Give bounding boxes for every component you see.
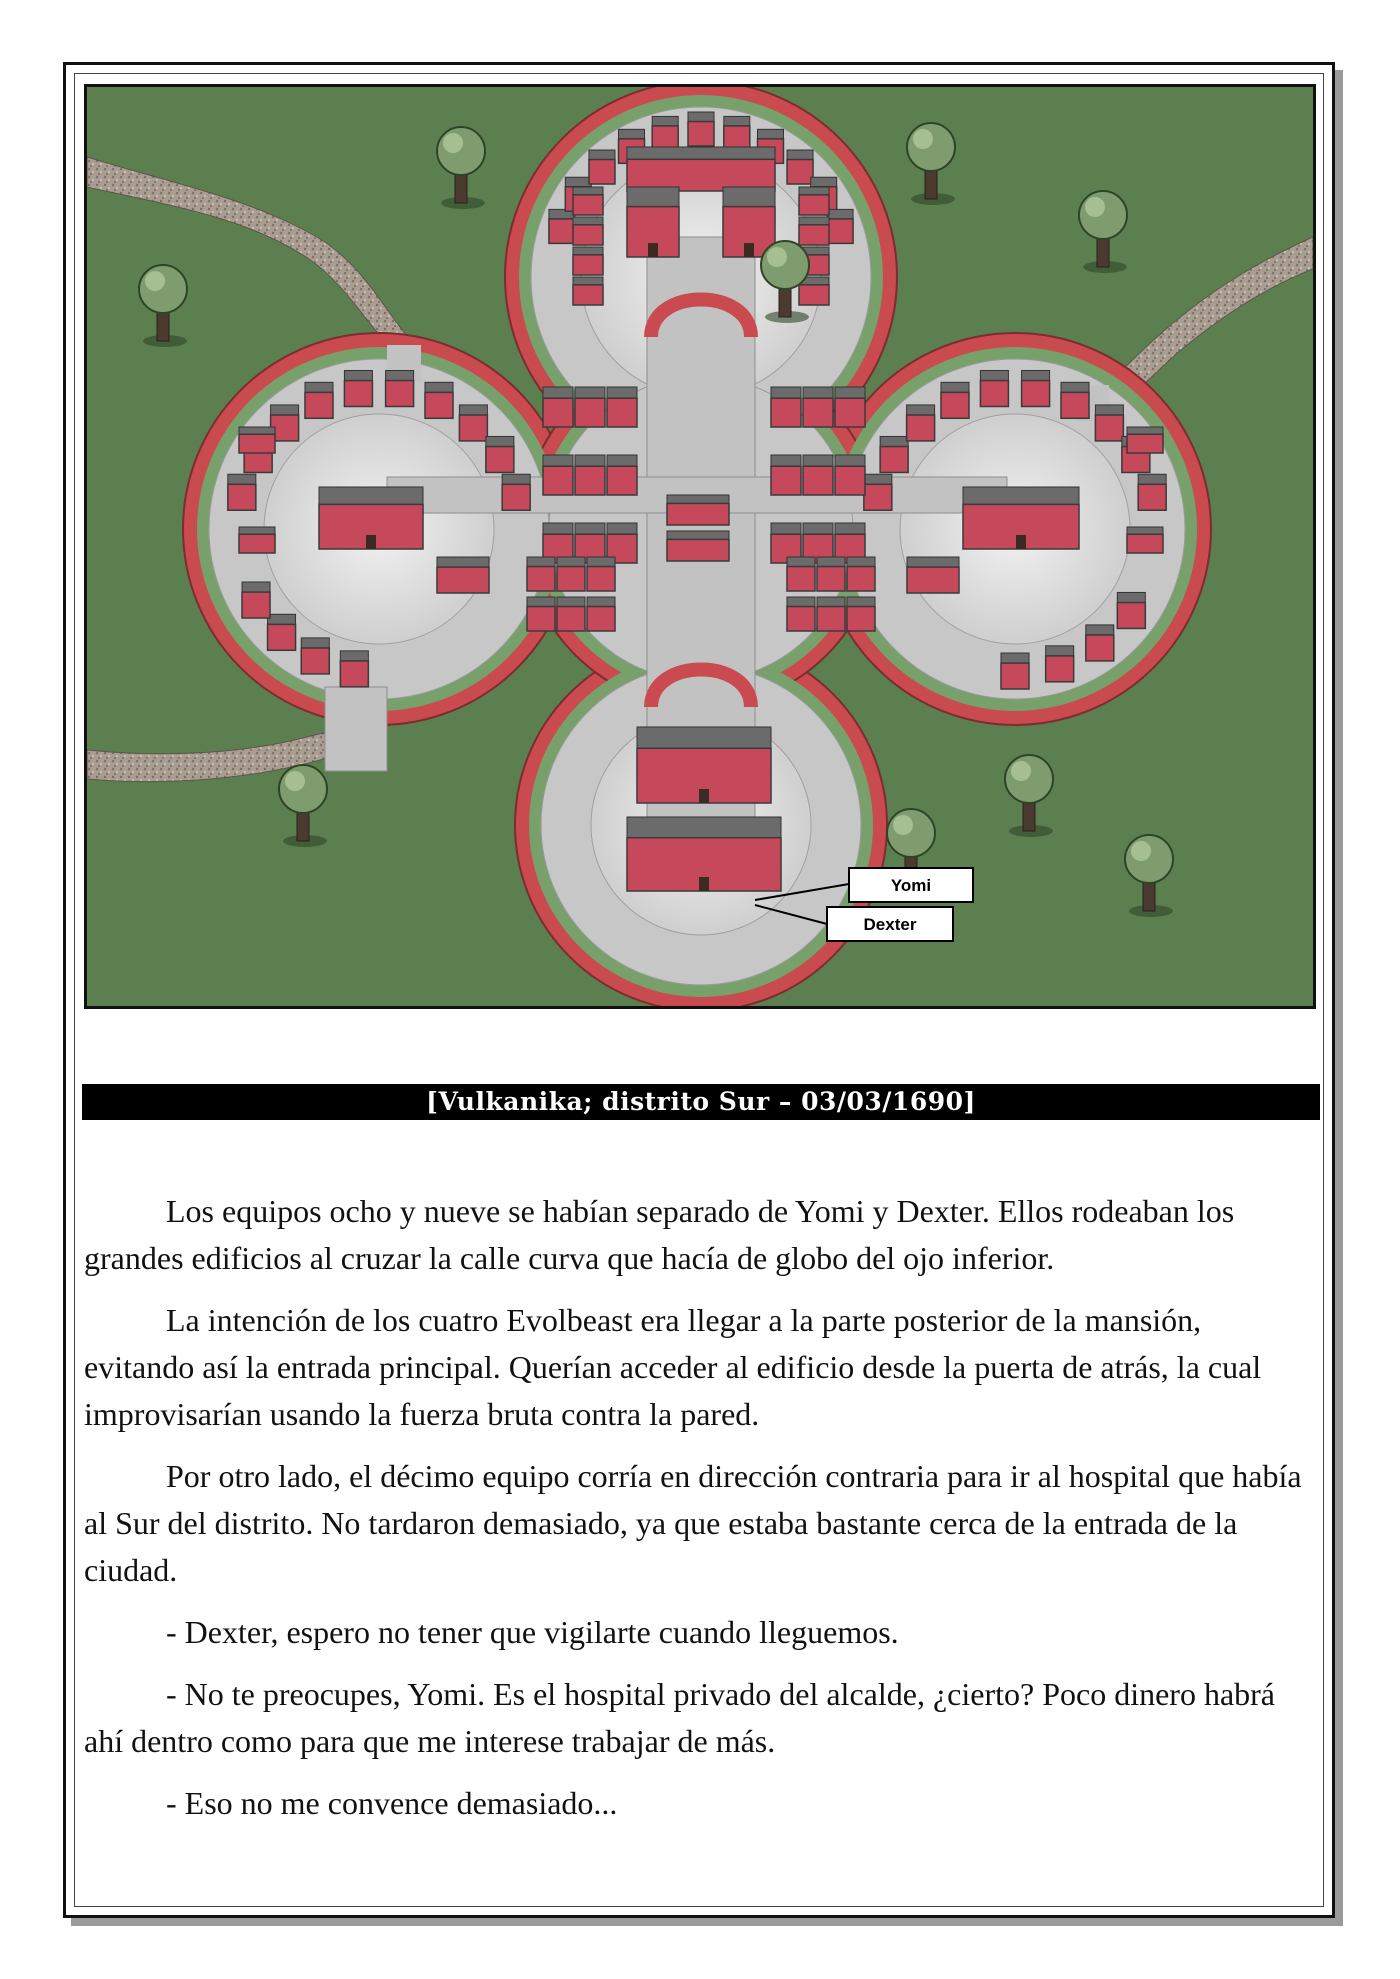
building-icon <box>637 727 771 803</box>
building-icon <box>425 382 453 418</box>
building-icon <box>573 277 603 305</box>
building-icon <box>573 187 603 215</box>
building-icon <box>344 370 372 406</box>
building-icon <box>667 531 729 561</box>
building-icon <box>847 597 875 631</box>
building-icon <box>1046 646 1074 682</box>
building-icon <box>771 387 801 427</box>
building-icon <box>543 455 573 495</box>
yomi-label <box>849 868 973 902</box>
building-icon <box>575 387 605 427</box>
building-icon <box>573 217 603 245</box>
building-icon <box>835 387 865 427</box>
building-icon <box>803 455 833 495</box>
building-icon <box>228 474 256 510</box>
building-icon <box>724 116 750 150</box>
building-icon <box>575 455 605 495</box>
building-icon <box>835 455 865 495</box>
paragraph: Los equipos ocho y nueve se habían separado de Yomi y Dexter. Ellos rodeaban los grandes edificios al cruzar la calle curva que hacía de globo del ojo inferior. <box>84 1193 1235 1276</box>
building-icon <box>827 209 853 243</box>
building-icon <box>787 557 815 591</box>
building-icon <box>607 455 637 495</box>
dialogue-line: - No te preocupes, Yomi. Es el hospital privado del alcalde, ¿cierto? Poco dinero habrá ahí dentro como para que me interese trabajar de más. <box>84 1676 1275 1759</box>
building-icon <box>787 150 813 184</box>
building-icon <box>907 405 935 441</box>
building-icon <box>627 817 781 891</box>
building-icon <box>652 116 678 150</box>
building-icon <box>268 614 296 650</box>
building-icon <box>1117 592 1145 628</box>
building-icon <box>688 112 714 146</box>
building-icon <box>242 582 270 618</box>
building-icon <box>239 427 275 453</box>
building-icon <box>557 557 585 591</box>
building-icon <box>1127 527 1163 553</box>
building-icon <box>1086 625 1114 661</box>
building-icon <box>667 495 729 525</box>
building-icon <box>607 387 637 427</box>
building-icon <box>502 474 530 510</box>
building-icon <box>486 436 514 472</box>
building-icon <box>941 382 969 418</box>
building-icon <box>627 187 679 257</box>
building-icon <box>1001 653 1029 689</box>
building-icon <box>880 436 908 472</box>
dialogue-line: - Eso no me convence demasiado... <box>166 1785 618 1821</box>
building-icon <box>557 597 585 631</box>
city-map-illustration <box>87 87 1313 1006</box>
building-icon <box>459 405 487 441</box>
dexter-label <box>827 907 953 941</box>
building-icon <box>549 209 575 243</box>
building-icon <box>864 474 892 510</box>
building-icon <box>386 370 414 406</box>
building-icon <box>980 370 1008 406</box>
building-icon <box>239 527 275 553</box>
building-icon <box>589 150 615 184</box>
building-icon <box>301 638 329 674</box>
city-map <box>84 84 1316 1009</box>
scene-caption: [Vulkanika; distrito Sur – 03/03/1690] <box>82 1084 1320 1120</box>
paragraph: La intención de los cuatro Evolbeast era llegar a la parte posterior de la mansión, evitando así la entrada principal. Querían acceder al edificio desde la puerta de atrás, la cual improvisarían usando la fuerza bruta contra la pared. <box>84 1302 1262 1432</box>
building-icon <box>787 597 815 631</box>
dialogue-line: - Dexter, espero no tener que vigilarte cuando lleguemos. <box>166 1614 899 1650</box>
building-icon <box>527 557 555 591</box>
building-icon <box>817 557 845 591</box>
building-icon <box>907 557 959 593</box>
yomi-label-text: Yomi <box>890 876 932 895</box>
building-icon <box>587 557 615 591</box>
building-icon <box>587 597 615 631</box>
building-icon <box>1138 474 1166 510</box>
building-icon <box>817 597 845 631</box>
story-text <box>84 1188 1318 1842</box>
building-icon <box>573 247 603 275</box>
building-icon <box>1095 405 1123 441</box>
building-icon <box>963 487 1079 549</box>
building-icon <box>1022 370 1050 406</box>
building-icon <box>1127 427 1163 453</box>
building-icon <box>847 557 875 591</box>
building-icon <box>1061 382 1089 418</box>
building-icon <box>319 487 423 549</box>
building-icon <box>437 557 489 593</box>
building-icon <box>771 455 801 495</box>
paragraph: Por otro lado, el décimo equipo corría en dirección contraria para ir al hospital que había al Sur del distrito. No tardaron demasiado, ya que estaba bastante cerca de la entrada de la ciudad. <box>84 1458 1302 1588</box>
building-icon <box>305 382 333 418</box>
building-icon <box>799 217 829 245</box>
dexter-label-text: Dexter <box>863 915 917 934</box>
building-icon <box>543 387 573 427</box>
building-icon <box>803 387 833 427</box>
building-icon <box>340 651 368 687</box>
building-icon <box>527 597 555 631</box>
building-icon <box>627 147 775 191</box>
building-icon <box>799 187 829 215</box>
building-icon <box>723 187 775 257</box>
